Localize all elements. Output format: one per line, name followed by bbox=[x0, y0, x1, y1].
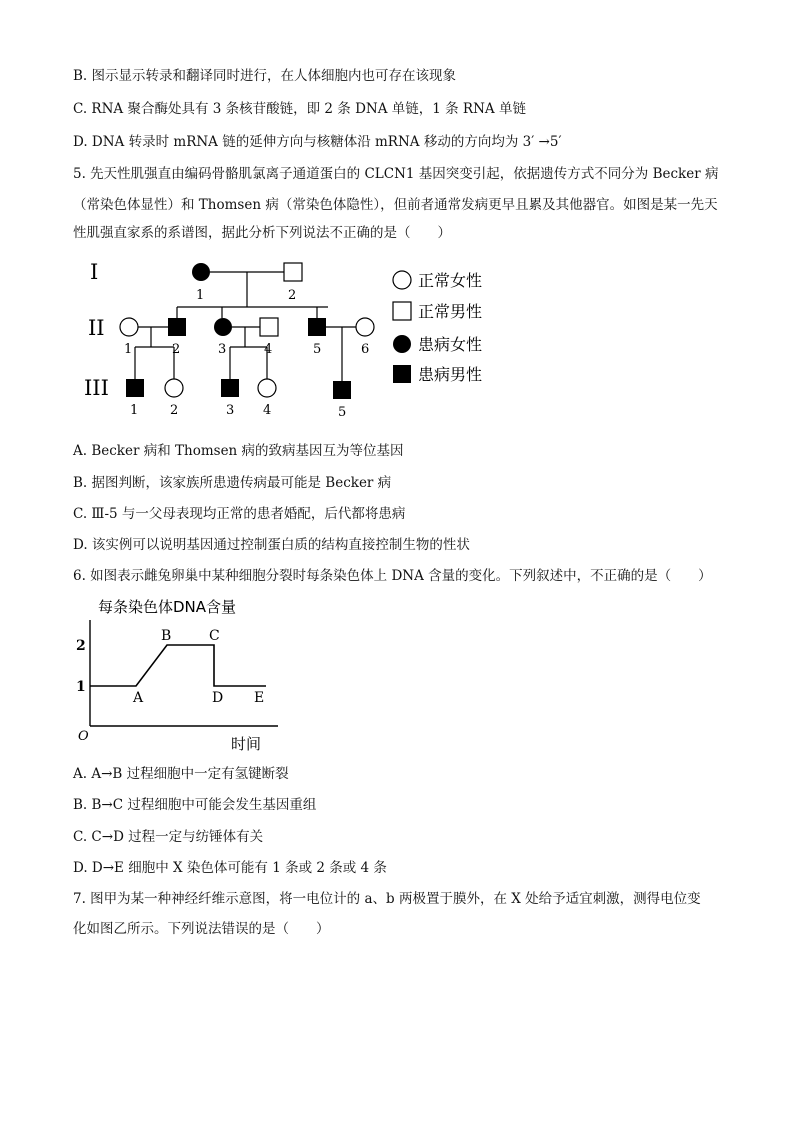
label-iii-5: 5 bbox=[338, 405, 347, 420]
label-ii-4: 4 bbox=[264, 342, 273, 357]
label-ii-5: 5 bbox=[313, 342, 322, 357]
generation-label-ii: II bbox=[88, 316, 105, 340]
q5-stem-line1: 5. 先天性肌强直由编码骨骼肌氯离子通道蛋白的 CLCN1 基因突变引起，依据遗传方式不同分为 Becker 病 bbox=[73, 166, 719, 182]
q7-stem-line1: 7. 图甲为某一种神经纤维示意图，将一电位计的 a、b 两极置于膜外，在 X 处给予适宜刺激，测得电位变 bbox=[73, 891, 701, 907]
pedigree-legend bbox=[393, 271, 482, 384]
normal-female-iii-4 bbox=[258, 379, 276, 397]
generation-label-i: I bbox=[90, 260, 99, 284]
q4-option-d: D. DNA 转录时 mRNA 链的延伸方向与核糖体沿 mRNA 移动的方向均为 3′ →5′ bbox=[73, 134, 562, 150]
label-iii-3: 3 bbox=[226, 403, 235, 418]
generation-label-iii: III bbox=[84, 376, 109, 400]
affected-female-i-1 bbox=[192, 263, 210, 281]
legend-affected-female-icon bbox=[393, 335, 411, 353]
legend-affected-male: 患病男性 bbox=[418, 365, 483, 384]
q6-option-b: B. B→C 过程细胞中可能会发生基因重组 bbox=[73, 797, 317, 813]
generation-labels bbox=[84, 260, 109, 400]
normal-female-iii-2 bbox=[165, 379, 183, 397]
affected-male-iii-3 bbox=[221, 379, 239, 397]
graph-point-d: D bbox=[212, 690, 224, 706]
label-ii-2: 2 bbox=[172, 342, 181, 357]
graph-origin: O bbox=[78, 729, 89, 744]
label-ii-3: 3 bbox=[218, 342, 227, 357]
dna-content-graph bbox=[66, 592, 286, 757]
q5-option-d: D. 该实例可以说明基因通过控制蛋白质的结构直接控制生物的性状 bbox=[73, 537, 470, 553]
normal-female-ii-1 bbox=[120, 318, 138, 336]
legend-normal-male: 正常男性 bbox=[418, 302, 483, 321]
affected-male-iii-1 bbox=[126, 379, 144, 397]
graph-ytick-1: 1 bbox=[76, 679, 86, 695]
q5-option-c: C. Ⅲ-5 与一父母表现均正常的患者婚配，后代都将患病 bbox=[73, 506, 406, 522]
pedigree-chart bbox=[70, 252, 510, 422]
q7-stem-line2: 化如图乙所示。下列说法错误的是（ ） bbox=[73, 921, 330, 937]
q6-option-a: A. A→B 过程细胞中一定有氢键断裂 bbox=[73, 766, 289, 782]
affected-male-ii-5 bbox=[308, 318, 326, 336]
legend-normal-male-icon bbox=[393, 302, 411, 320]
graph-point-c: C bbox=[209, 628, 220, 644]
label-iii-4: 4 bbox=[263, 403, 272, 418]
q5-stem-line2: （常染色体显性）和 Thomsen 病（常染色体隐性），但前者通常发病更早且累及其他器官。如图是某一先天 bbox=[73, 197, 718, 213]
q5-option-b: B. 据图判断，该家族所患遗传病最可能是 Becker 病 bbox=[73, 475, 392, 491]
label-ii-6: 6 bbox=[361, 342, 370, 357]
q5-option-a: A. Becker 病和 Thomsen 病的致病基因互为等位基因 bbox=[73, 443, 404, 459]
q6-stem: 6. 如图表示雌兔卵巢中某种细胞分裂时每条染色体上 DNA 含量的变化。下列叙述中，不正确的是（ ） bbox=[73, 568, 712, 584]
label-iii-1: 1 bbox=[130, 403, 139, 418]
graph-ytick-2: 2 bbox=[76, 638, 86, 654]
graph-point-a: A bbox=[133, 690, 144, 706]
graph-y-axis-label: 每条染色体DNA含量 bbox=[98, 598, 237, 616]
graph-point-e: E bbox=[254, 690, 265, 706]
legend-affected-female: 患病女性 bbox=[418, 335, 483, 354]
affected-male-ii-2 bbox=[168, 318, 186, 336]
q4-option-b: B. 图示显示转录和翻译同时进行，在人体细胞内也可存在该现象 bbox=[73, 68, 457, 84]
graph-x-axis-label: 时间 bbox=[231, 735, 262, 753]
normal-male-i-2 bbox=[284, 263, 302, 281]
q5-stem-line3: 性肌强直家系的系谱图，据此分析下列说法不正确的是（ ） bbox=[73, 225, 451, 241]
q6-option-c: C. C→D 过程一定与纺锤体有关 bbox=[73, 829, 264, 845]
q4-option-c: C. RNA 聚合酶处具有 3 条核苷酸链，即 2 条 DNA 单链，1 条 RNA 单链 bbox=[73, 101, 526, 117]
legend-normal-female-icon bbox=[393, 271, 411, 289]
label-i-1: 1 bbox=[196, 288, 205, 303]
q6-option-d: D. D→E 细胞中 X 染色体可能有 1 条或 2 条或 4 条 bbox=[73, 860, 387, 876]
graph-point-b: B bbox=[161, 628, 172, 644]
affected-male-iii-5 bbox=[333, 381, 351, 399]
label-iii-2: 2 bbox=[170, 403, 179, 418]
label-i-2: 2 bbox=[288, 288, 297, 303]
normal-female-ii-6 bbox=[356, 318, 374, 336]
normal-male-ii-4 bbox=[260, 318, 278, 336]
label-ii-1: 1 bbox=[124, 342, 133, 357]
legend-affected-male-icon bbox=[393, 365, 411, 383]
graph-curve bbox=[90, 645, 266, 686]
legend-normal-female: 正常女性 bbox=[418, 271, 483, 290]
affected-female-ii-3 bbox=[214, 318, 232, 336]
